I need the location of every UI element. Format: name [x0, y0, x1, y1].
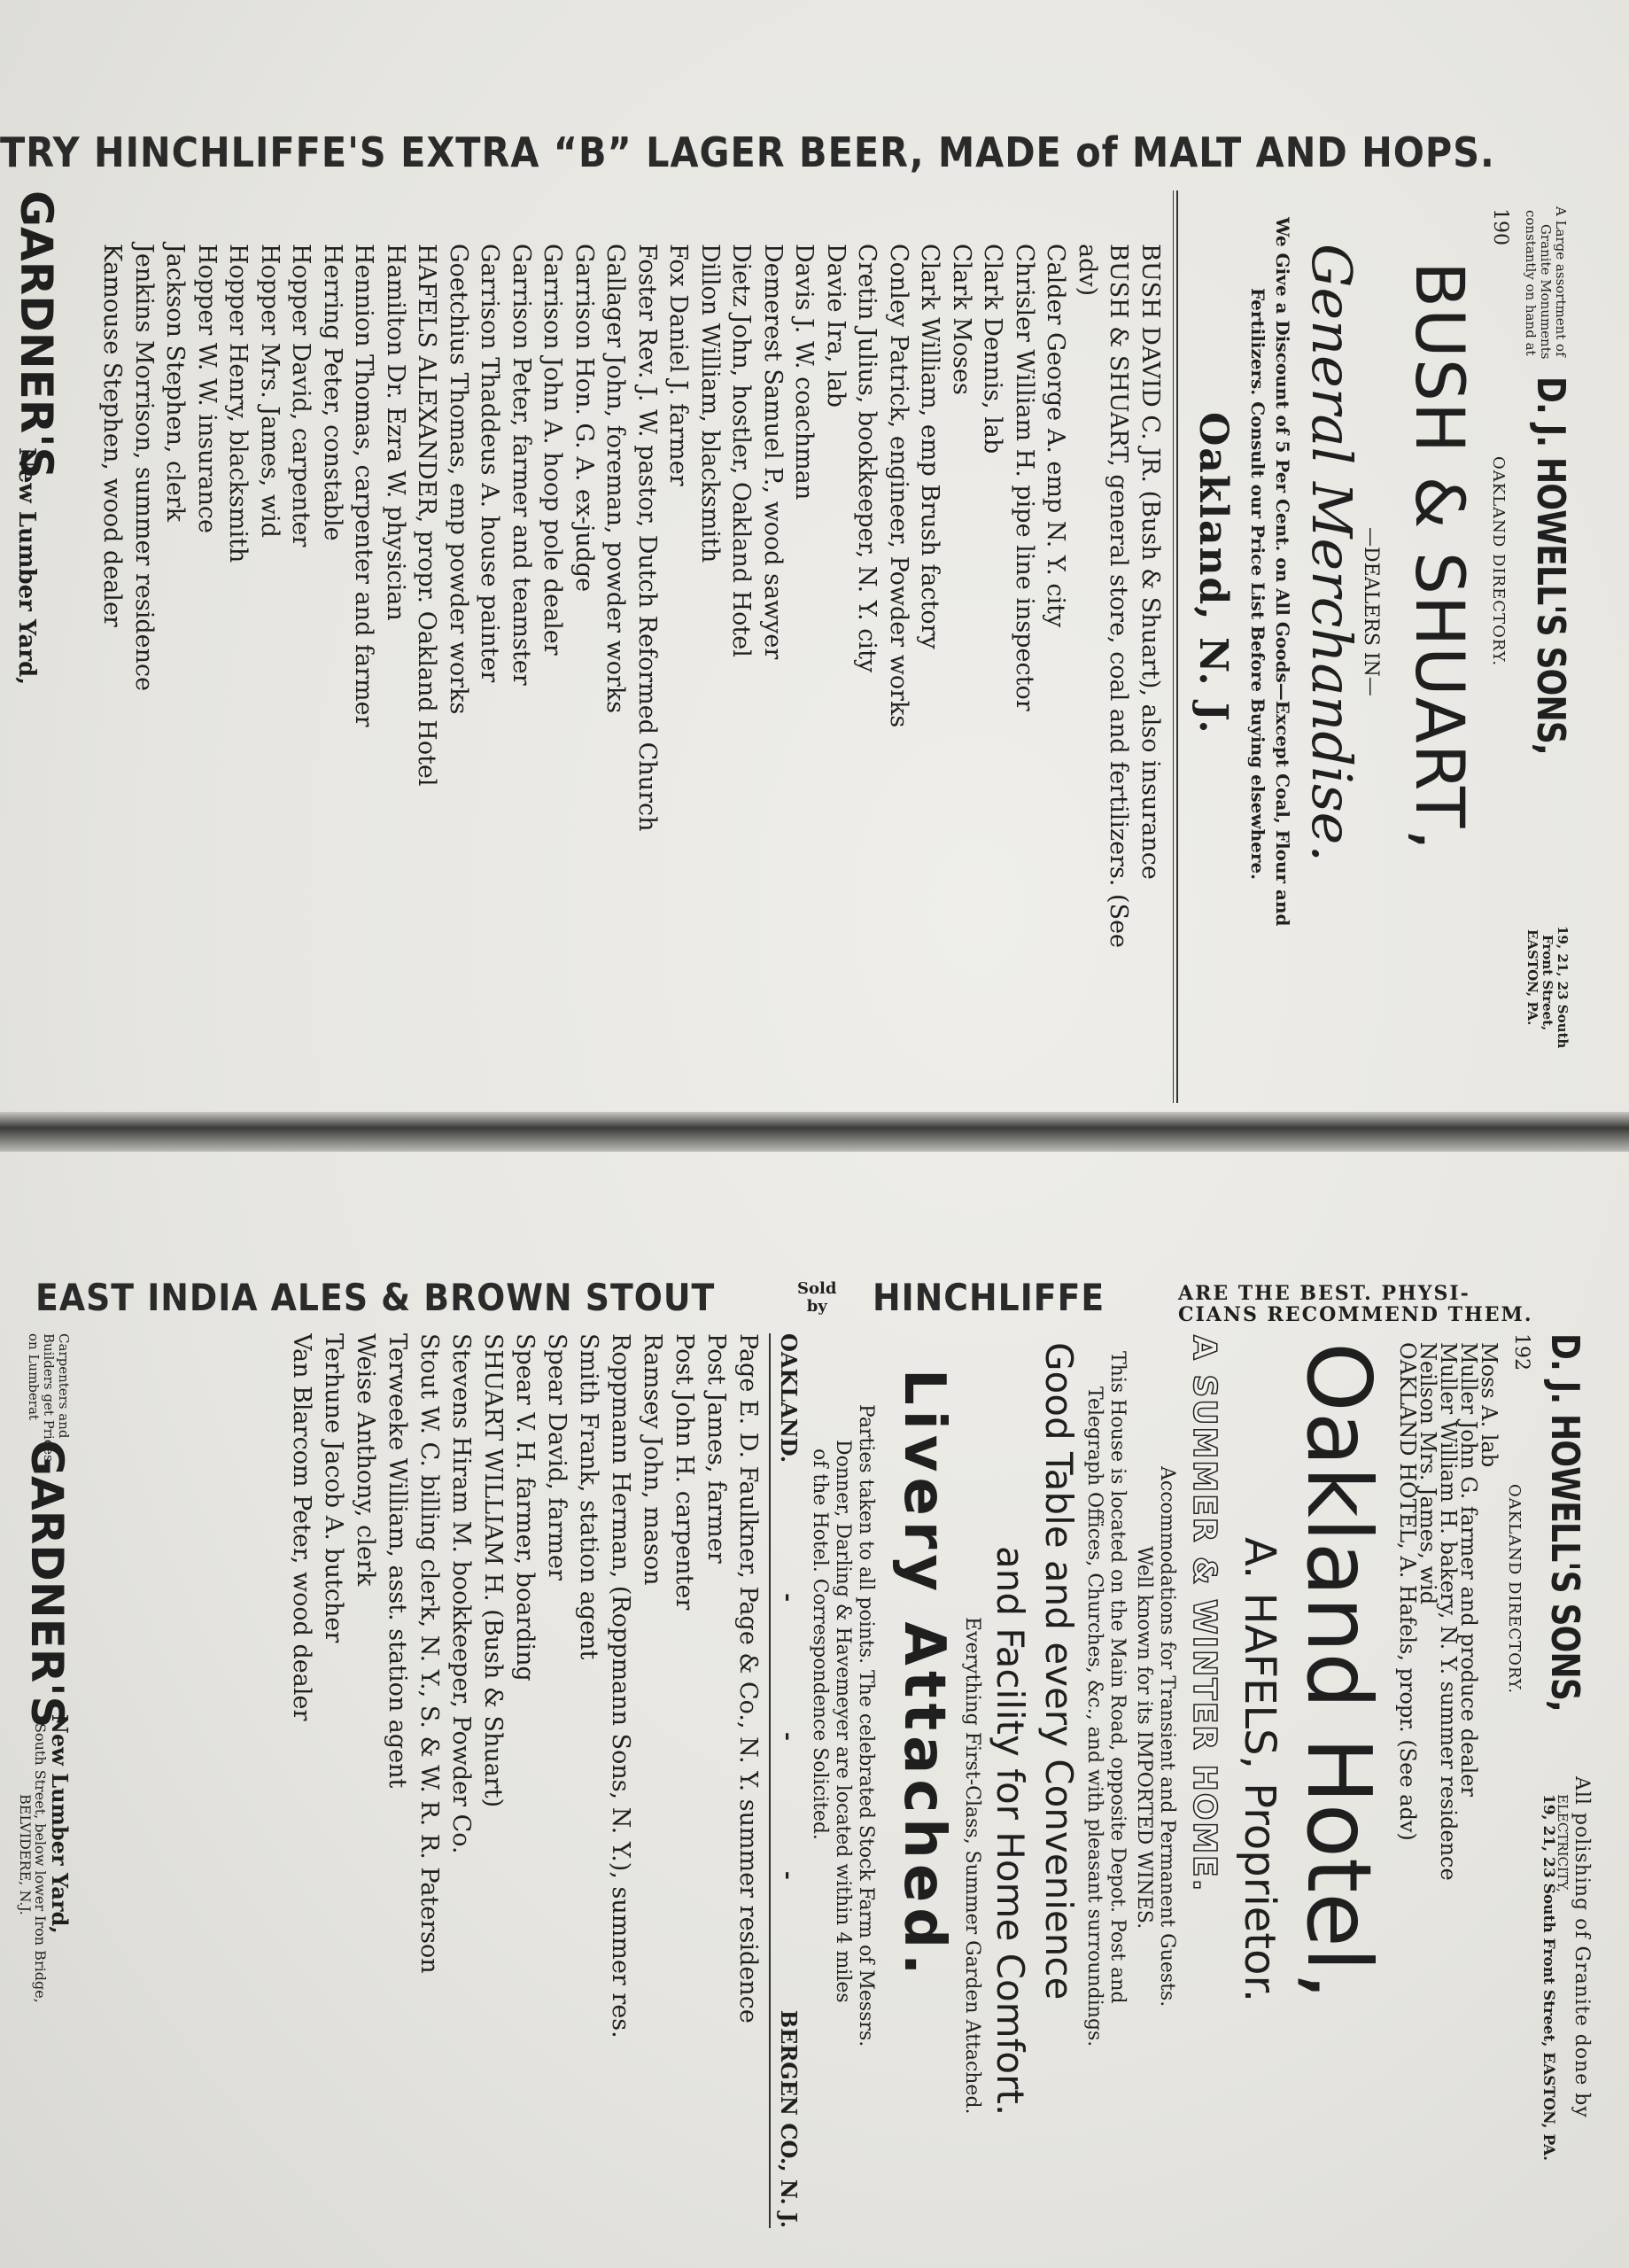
- directory-entry: Herring Peter, constable: [319, 244, 346, 541]
- directory-entry: Chrisler William H. pipe line inspector: [1011, 244, 1038, 711]
- summer-winter-home: A SUMMER & WINTER HOME.: [1186, 1335, 1222, 1893]
- imported-wines: Well known for its IMPORTED WINES.: [1133, 1546, 1155, 1930]
- directory-entry: Foster Rev. J. W. pastor, Dutch Reformed Church: [633, 244, 661, 832]
- polish-line-2: ELECTRICITY,: [1555, 1794, 1571, 1892]
- directory-entry: Davie Ira, lab: [822, 244, 849, 408]
- directory-entry: Garrison John A. hoop pole dealer: [539, 244, 567, 656]
- directory-entry: Ramsey John, mason: [639, 1333, 666, 1586]
- directory-entry: Hopper Mrs. James, wid: [256, 244, 283, 538]
- directory-entry: Jenkins Morrison, summer residence: [130, 244, 158, 692]
- directory-entry: SHUART WILLIAM H. (Bush & Shuart): [479, 1333, 507, 1808]
- first-class: Everything First-Class, Summer Garden Attached.: [961, 1617, 983, 2115]
- home-comfort: and Facility for Home Comfort.: [989, 1546, 1032, 2117]
- directory-entry: Davis J. W. coachman: [790, 244, 818, 501]
- directory-entry: Garrison Peter, farmer and teamster: [508, 244, 535, 686]
- directory-entry: Gallager John, foreman, powder works: [601, 244, 630, 714]
- bottom-banner-right: ARE THE BEST. PHYSI- CIANS RECOMMEND THEM.: [1178, 1282, 1533, 1326]
- directory-entry: Stevens Hiram M. bookkeeper, Powder Co.: [447, 1333, 475, 1854]
- directory-entry: Hopper Henry, blacksmith: [224, 244, 252, 563]
- page-number: 190: [1489, 208, 1511, 245]
- directory-entry: Terhune Jacob A. butcher: [320, 1333, 347, 1643]
- directory-entry: Neilson Mrs. James, wid: [1416, 1342, 1440, 1605]
- directory-entry: Dietz John, hostler, Oakland Hotel: [727, 244, 756, 657]
- parties-2: Donner, Darling & Havemeyer are located within 4 miles: [832, 1440, 854, 2003]
- directory-entry: Terweeke William, asst. station agent: [384, 1333, 411, 1789]
- bush-shuart-title: BUSH & SHUART,: [1400, 261, 1479, 851]
- directory-entry: HAFELS ALEXANDER, propr. Oakland Hotel: [413, 244, 441, 787]
- howell-address: 19, 21, 23 South Front Street, EASTON, PA.: [1524, 926, 1571, 1049]
- directory-entry: Page E. D. Faulkner, Page & Co., N. Y. summer residence: [734, 1333, 762, 2023]
- directory-entry: BUSH & SHUART, general store, coal and fertilizers. (See: [1105, 244, 1133, 949]
- directory-entry: Clark William, emp Brush factory: [916, 244, 944, 649]
- directory-entry: Spear David, farmer: [543, 1333, 570, 1581]
- bottom-banner-mid: HINCHLIFFE: [873, 1276, 1105, 1319]
- directory-entry: Hennion Thomas, carpenter and farmer: [350, 244, 378, 727]
- directory-title: OAKLAND DIRECTORY.: [1489, 456, 1508, 667]
- granite-note: A Large assortment of Granite Monuments constantly on hand at: [1523, 206, 1569, 360]
- rule: [1173, 190, 1174, 1103]
- howell-sons-header: D. J. HOWELL'S SONS,: [1542, 1333, 1587, 1712]
- accommodations: Accommodations for Transient and Permanent Guests.: [1156, 1466, 1178, 2008]
- rule: [1176, 190, 1178, 1103]
- top-page-body: [0, 190, 1586, 1103]
- directory-entry: Conley Patrick, engineer, Powder works: [885, 244, 912, 728]
- directory-entry: adv): [1074, 244, 1101, 297]
- lumber-yard: New Lumber Yard,: [13, 447, 40, 686]
- page-fold: [0, 1112, 1629, 1152]
- dealers-in: —DEALERS IN—: [1360, 527, 1382, 696]
- directory-entry: Garrison Thaddeus A. house painter: [476, 244, 504, 683]
- proprietor: A. HAFELS, Proprietor.: [1235, 1537, 1284, 2003]
- good-table: Good Table and every Convenience: [1037, 1342, 1081, 2000]
- bottom-banner-left: EAST INDIA ALES & BROWN STOUT: [35, 1276, 716, 1319]
- discount-line-2: Fertilizers. Consult our Price List Before Buying elsewhere.: [1247, 288, 1268, 881]
- rule: [769, 1333, 771, 2228]
- directory-entry: Garrison Hon. G. A. ex-judge: [570, 244, 598, 593]
- directory-entry: Dillon William, blacksmith: [696, 244, 724, 563]
- directory-entry: Roppmann Herman, (Roppmann Sons, N. Y.), summer res.: [607, 1333, 634, 2039]
- howell-sons-header: D. J. HOWELL'S SONS,: [1528, 377, 1573, 755]
- general-merchandise: General Merchandise.: [1299, 244, 1364, 863]
- directory-entry: Clark Moses: [948, 244, 975, 395]
- directory-entry: Spear V. H. farmer, boarding: [511, 1333, 539, 1682]
- directory-entry: Clark Dennis, lab: [979, 244, 1007, 454]
- parties-1: Parties taken to all points. The celebrated Stock Farm of Messrs.: [855, 1404, 877, 2047]
- directory-entry: Kamouse Stephen, wood dealer: [98, 244, 127, 627]
- bottom-page-body: [0, 1333, 1594, 2264]
- gardners-footer: GARDNER'S: [11, 190, 62, 479]
- directory-entry: Fox Daniel J. farmer: [664, 244, 693, 486]
- directory-entry: Post John H. carpenter: [671, 1333, 698, 1611]
- hotel-address: OAKLAND. - - - BERGEN CO., N. J.: [776, 1333, 802, 2228]
- directory-entry: Muller William H. bakery, N. Y. summer residence: [1436, 1342, 1461, 1881]
- polish-line-3: 19, 21, 23 South Front Street, EASTON, PA.: [1540, 1794, 1557, 2162]
- oakland-hotel-title: Oakland Hotel,: [1287, 1342, 1391, 2000]
- directory-entry: Jackson Stephen, clerk: [161, 244, 190, 523]
- directory-entry: Calder George A. emp N. Y. city: [1042, 244, 1070, 628]
- directory-entry: Cretin Julius, bookkeeper, N. Y. city: [853, 244, 881, 673]
- livery-attached: Livery Attached.: [891, 1369, 957, 1981]
- directory-entry: Weise Anthony, clerk: [352, 1333, 379, 1587]
- directory-entry: Demerest Samuel P., wood sawyer: [759, 244, 787, 660]
- directory-entry: Hopper W. W. insurance: [193, 244, 221, 533]
- directory-entry: OAKLAND HOTEL, A. Hafels, propr. (See adv): [1395, 1342, 1420, 1841]
- parties-3: of the Hotel. Correspondence Solicited.: [809, 1449, 831, 1840]
- directory-entry: Goetchius Thomas, emp powder works: [445, 244, 472, 715]
- gardners-footer: GARDNER'S: [21, 1440, 73, 1728]
- top-banner: TRY HINCHLIFFE'S EXTRA “B” LAGER BEER, MADE of MALT AND HOPS.: [0, 128, 1495, 176]
- hotel-location-2: Telegraph Offices, Churches, &c., and with pleasant surroundings.: [1083, 1386, 1105, 2047]
- directory-entry: Post James, farmer: [702, 1333, 730, 1564]
- carpenters-note: Carpenters and Builders get Prices on Lumberat: [26, 1333, 72, 1462]
- lumber-yard: New Lumber Yard,: [47, 1714, 73, 1934]
- lumber-address: South Street, below lower Iron Bridge, BELVIDERE, N.J.: [17, 1723, 49, 2003]
- directory-entry: Van Blarcom Peter, wood dealer: [288, 1333, 315, 1721]
- hotel-location-1: This House is located on the Main Road, opposite Depot. Post and: [1106, 1351, 1129, 2004]
- directory-entry: Hamilton Dr. Ezra W. physician: [382, 244, 409, 621]
- directory-entry: BUSH DAVID C. JR. (Bush & Shuart), also insurance: [1136, 244, 1164, 880]
- discount-line-1: We Give a Discount of 5 Per Cent. on All Goods—Except Coal, Flour and: [1272, 217, 1293, 927]
- directory-entry: Hopper David, carpenter: [287, 244, 315, 548]
- page-number: 192: [1510, 1333, 1532, 1371]
- directory-entry: Moss A. lab: [1477, 1342, 1501, 1468]
- sold-by: Sold by: [797, 1279, 837, 1316]
- directory-entry: Stout W. C. billing clerk, N. Y., S. & W. R. R. Paterson: [415, 1333, 443, 1974]
- oakland-nj: Oakland, N. J.: [1191, 412, 1236, 735]
- directory-entry: Muller John G. farmer and produce dealer: [1456, 1342, 1481, 1797]
- directory-entry: Smith Frank, station agent: [575, 1333, 602, 1660]
- polish-line-1: All polishing of Granite done by: [1571, 1776, 1593, 2118]
- directory-title: OAKLAND DIRECTORY.: [1505, 1484, 1524, 1695]
